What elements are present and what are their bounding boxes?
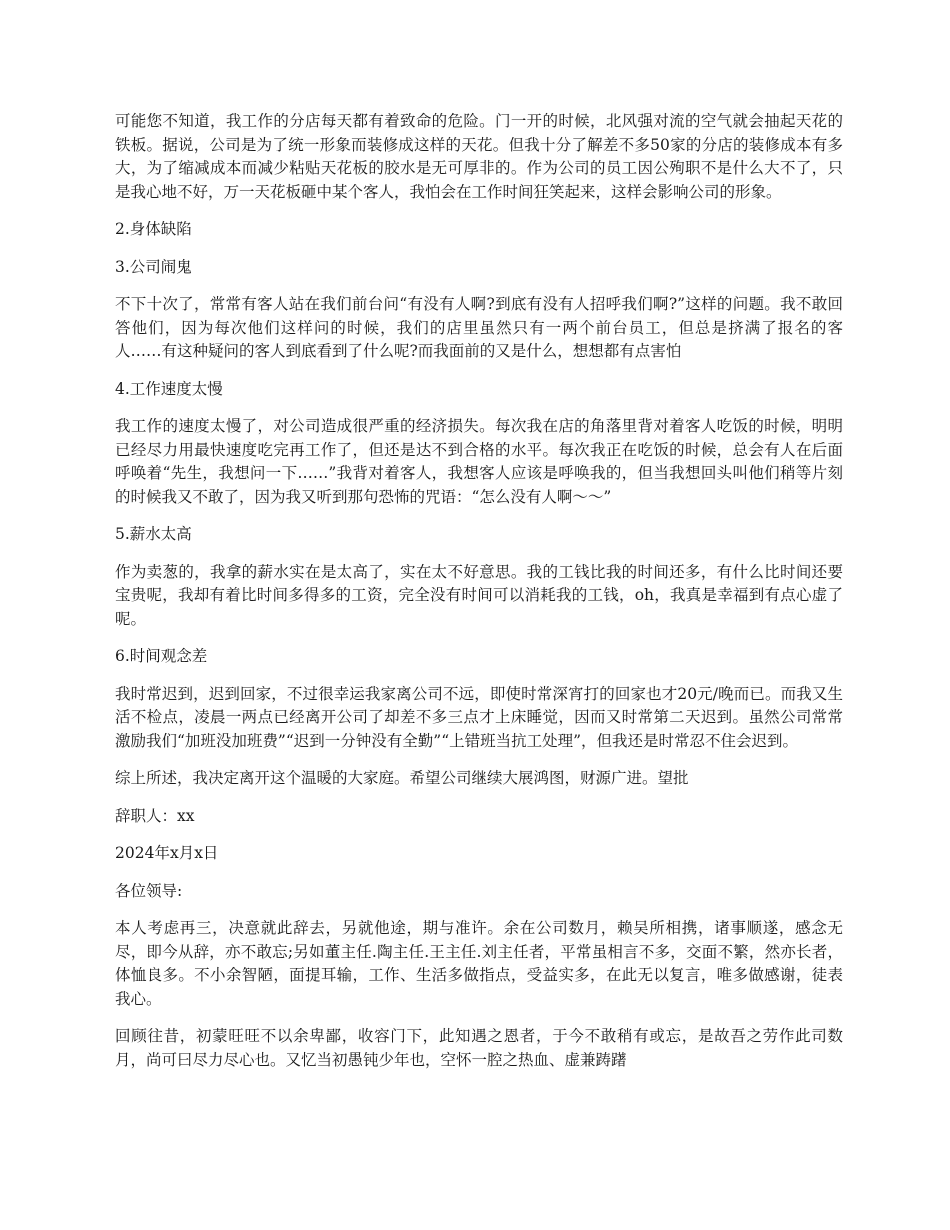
paragraph-conclusion: 综上所述，我决定离开这个温暖的大家庭。希望公司继续大展鸿图，财源广进。望批: [115, 769, 689, 787]
paragraph-classical-resignation: 本人考虑再三，决意就此辞去，另就他途，期与准许。余在公司数月，赖吴所相携，诸事顺遂，感念无尽，即今从辞，亦不敢忘;另如董主任.陶主任.王主任.刘主任者，平常虽相言不多，交面不繁，然亦长者，体恤良多。不小余智陋，面提耳输，工作、生活多做指点，受益实多，在此无以复言，唯多做感谢，徒表我心。: [115, 919, 843, 1008]
document-page: [115, 110, 843, 1086]
paragraph-high-salary: 作为卖葱的，我拿的薪水实在是太高了，实在太不好意思。我的工钱比我的时间还多，有什么比时间还要宝贵呢，我却有着比时间多得多的工资，完全没有时间可以消耗我的工钱，oh，我真是幸福到有点心虚了呢。: [115, 562, 843, 628]
heading-time-sense: 6.时间观念差: [115, 647, 208, 665]
resigner-signature: 辞职人：xx: [115, 806, 195, 825]
paragraph-time-sense: 我时常迟到，迟到回家，不过很幸运我家离公司不远，即使时常深宵打的回家也才20元/晚而已。而我又生活不检点，凌晨一两点已经离开公司了却差不多三点才上床睡觉，因而又时常第二天迟到。虽然公司常常激励我们“加班没加班费”“迟到一分钟没有全勤”“上错班当抗工处理”，但我还是时常忍不住会迟到。: [115, 684, 843, 750]
heading-high-salary: 5.薪水太高: [115, 525, 192, 543]
document-date: 2024年x月x日: [115, 844, 219, 862]
salutation: 各位领导:: [115, 881, 183, 900]
heading-haunted-company: 3.公司闹鬼: [115, 257, 192, 276]
heading-slow-work: 4.工作速度太慢: [115, 379, 223, 398]
paragraph-branch-danger: 可能您不知道，我工作的分店每天都有着致命的危险。门一开的时候，北风强对流的空气就会抽起天花的铁板。据说，公司是为了统一形象而装修成这样的天花。但我十分了解差不多50家的分店的装修成本有多大，为了缩减成本而减少粘贴天花板的胶水是无可厚非的。作为公司的员工因公殉职不是什么大不了，只是我心地不好，万一天花板砸中某个客人，我怕会在工作时间狂笑起来，这样会影响公司的形象。: [115, 112, 843, 201]
paragraph-haunted: 不下十次了，常常有客人站在我们前台问“有没有人啊?到底有没有人招呼我们啊?”这样的问题。我不敢回答他们，因为每次他们这样问的时候，我们的店里虽然只有一两个前台员工，但总是挤满了报名的客人……有这种疑问的客人到底看到了什么呢?而我面前的又是什么，想想都有点害怕: [115, 295, 843, 360]
paragraph-looking-back: 回顾往昔，初蒙旺旺不以余卑鄙，收容门下，此知遇之恩者，于今不敢稍有或忘，是故吾之劳作此司数月，尚可曰尽力尽心也。又忆当初愚钝少年也，空怀一腔之热血、虚兼踌躇: [115, 1027, 843, 1069]
paragraph-slow-work: 我工作的速度太慢了，对公司造成很严重的经济损失。每次我在店的角落里背对着客人吃饭的时候，明明已经尽力用最快速度吃完再工作了，但还是达不到合格的水平。每次我正在吃饭的时候，总会有人在后面呼唤着“先生，我想问一下……”我背对着客人，我想客人应该是呼唤我的，但当我想回头叫他们稍等片刻的时候我又不敢了，因为我又听到那句恐怖的咒语：“怎么没有人啊～～”: [115, 417, 843, 506]
heading-body-defect: 2.身体缺陷: [115, 220, 192, 238]
